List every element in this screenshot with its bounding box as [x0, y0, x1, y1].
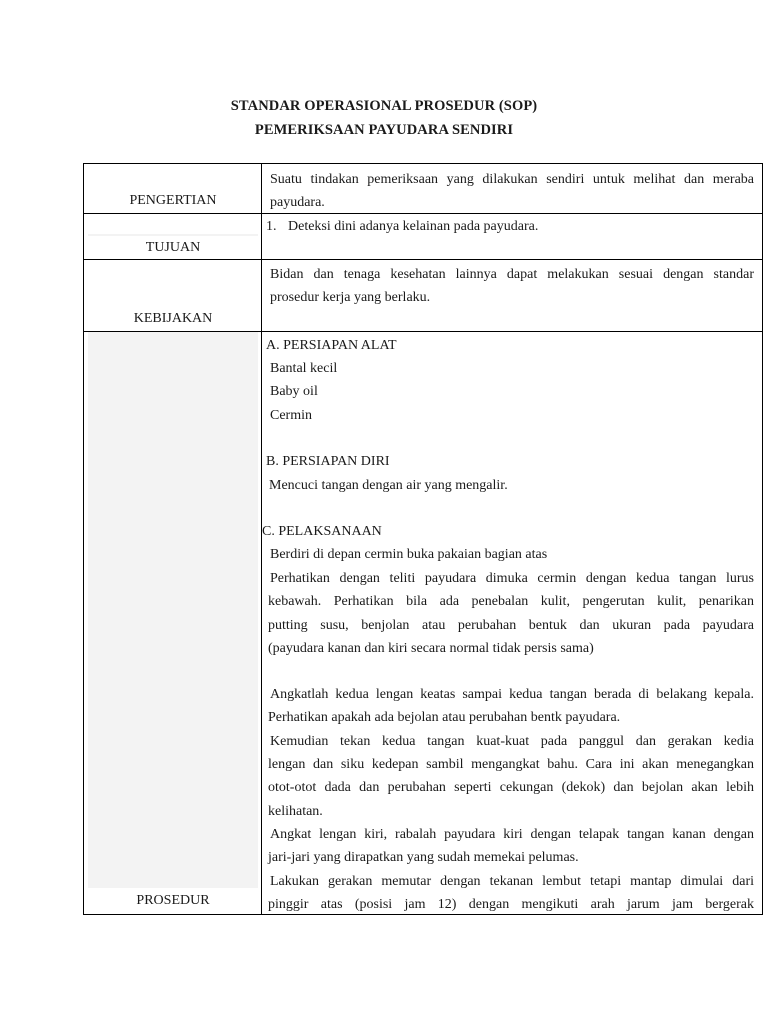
text-line: Mencuci tangan dengan air yang mengalir. — [269, 478, 508, 493]
label-pengertian: PENGERTIAN — [129, 193, 217, 208]
text-line: lengan dan siku kedepan sambil mengangkat bahu. Cara ini akan menegangkan — [268, 757, 754, 772]
text-line: Angkatlah kedua lengan keatas sampai kedua tangan berada di belakang kepala. — [270, 687, 754, 702]
text-line: Perhatikan dengan teliti payudara dimuka cermin dengan kedua tangan lurus — [270, 571, 754, 586]
text-line: otot-otot dada dan perubahan seperti cekungan (dekok) dan bejolan akan lebih — [268, 780, 754, 795]
text-line: payudara. — [270, 195, 325, 211]
text-line: putting susu, benjolan atau perubahan bentuk dan ukuran pada payudara — [268, 618, 754, 633]
text-line: pinggir atas (posisi jam 12) dengan mengikuti arah jarum jam bergerak — [268, 897, 754, 912]
kebijakan-text — [270, 263, 754, 310]
section-heading-diri: B. PERSIAPAN DIRI — [266, 454, 390, 469]
label-column — [84, 164, 262, 914]
item-number: 1. — [266, 219, 277, 234]
text-line: prosedur kerja yang berlaku. — [270, 290, 431, 306]
tujuan-item — [266, 215, 756, 238]
text-line: kebawah. Perhatikan bila ada penebalan kulit, pengerutan kulit, penarikan — [268, 594, 754, 609]
label-kebijakan: KEBIJAKAN — [133, 311, 213, 326]
text-line: Angkat lengan kiri, rabalah payudara kiri dengan telapak tangan kanan dengan — [270, 827, 754, 842]
section-heading-pelaksanaan: C. PELAKSANAAN — [262, 524, 382, 539]
text-line: Bidan dan tenaga kesehatan lainnya dapat melakukan sesuai dengan standar — [270, 267, 754, 282]
text-line: Berdiri di depan cermin buka pakaian bagian atas — [270, 547, 548, 562]
text-line: kelihatan. — [268, 804, 323, 819]
document-title: STANDAR OPERASIONAL PROSEDUR (SOP) — [230, 98, 538, 114]
label-prosedur: PROSEDUR — [136, 893, 210, 908]
sop-table — [83, 163, 763, 915]
text-line: Perhatikan apakah ada bejolan atau perubahan bentk payudara. — [268, 710, 621, 725]
text-line: Cermin — [270, 408, 312, 423]
text-line: Bantal kecil — [270, 361, 338, 376]
label-tujuan: TUJUAN — [145, 240, 201, 255]
pengertian-text — [270, 168, 754, 215]
text-line: (payudara kanan dan kiri secara normal tidak persis sama) — [268, 641, 594, 656]
text-line: Suatu tindakan pemeriksaan yang dilakukan sendiri untuk melihat dan meraba — [270, 172, 754, 187]
row-divider — [84, 259, 762, 260]
text-line: Lakukan gerakan memutar dengan tekanan lembut tetapi mantap dimulai dari — [270, 874, 754, 889]
section-heading-alat: A. PERSIAPAN ALAT — [266, 338, 397, 353]
text-line: Baby oil — [270, 384, 318, 399]
item-text: Deteksi dini adanya kelainan pada payudara. — [288, 219, 539, 234]
row-divider — [84, 331, 762, 332]
text-line: jari-jari yang dirapatkan yang sudah memekai pelumas. — [268, 850, 579, 865]
text-line: Kemudian tekan kedua tangan kuat-kuat pada panggul dan gerakan kedia — [270, 734, 754, 749]
document-subtitle: PEMERIKSAAN PAYUDARA SENDIRI — [254, 122, 514, 138]
